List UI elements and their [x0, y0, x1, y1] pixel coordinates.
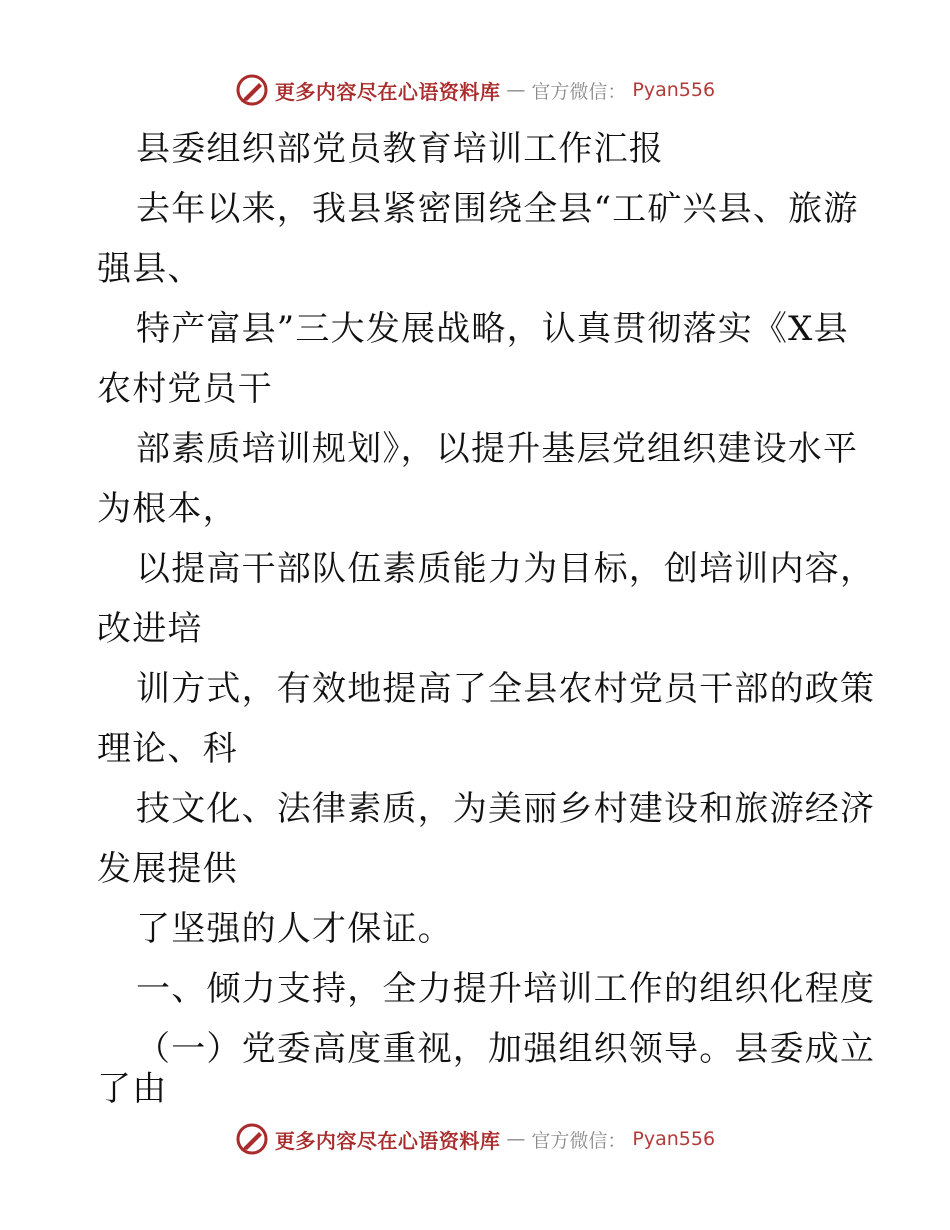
paragraph-line-1: 去年以来，我县紧密围绕全县“工矿兴县、旅游 [136, 189, 859, 229]
watermark-contact-id: Pyan556 [632, 79, 716, 101]
section-heading: 一、倾力支持，全力提升培训工作的组织化程度 [136, 969, 876, 1009]
paragraph-line-2: 强县、 [97, 249, 203, 289]
paragraph-line-9: 训方式，有效地提高了全县农村党员干部的政策 [136, 669, 876, 709]
paragraph-line-3: 特产富县”三大发展战略，认真贯彻落实《X县 [136, 309, 849, 349]
watermark-contact-id: Pyan556 [632, 1128, 716, 1150]
watermark-dash: — [506, 79, 526, 101]
paragraph-line-8: 改进培 [97, 609, 203, 649]
paragraph-line-10: 理论、科 [97, 729, 238, 769]
subsection-line-1: （一）党委高度重视，加强组织领导。县委成立 [136, 1029, 876, 1069]
paragraph-line-5: 部素质培训规划》，以提升基层党组织建设水平 [136, 429, 859, 469]
document-title: 县委组织部党员教育培训工作汇报 [136, 129, 664, 169]
paragraph-line-6: 为根本， [97, 489, 238, 529]
watermark-contact-label: 官方微信： [531, 80, 627, 103]
watermark-site-text: 更多内容尽在心语资料库 [274, 1128, 501, 1153]
paragraph-line-13: 了坚强的人才保证。 [136, 909, 453, 949]
paragraph-line-12: 发展提供 [97, 849, 238, 889]
footer-watermark [0, 1119, 950, 1159]
watermark-dash: — [506, 1128, 526, 1150]
paragraph-line-7: 以提高干部队伍素质能力为目标，创培训内容， [136, 549, 876, 589]
paragraph-line-4: 农村党员干 [97, 369, 273, 409]
subsection-line-2: 了由 [97, 1069, 168, 1109]
watermark-contact-label: 官方微信： [531, 1129, 627, 1152]
pen-circle-logo-icon [235, 1122, 269, 1156]
paragraph-line-11: 技文化、法律素质，为美丽乡村建设和旅游经济 [136, 789, 876, 829]
watermark-site-text: 更多内容尽在心语资料库 [274, 79, 501, 104]
